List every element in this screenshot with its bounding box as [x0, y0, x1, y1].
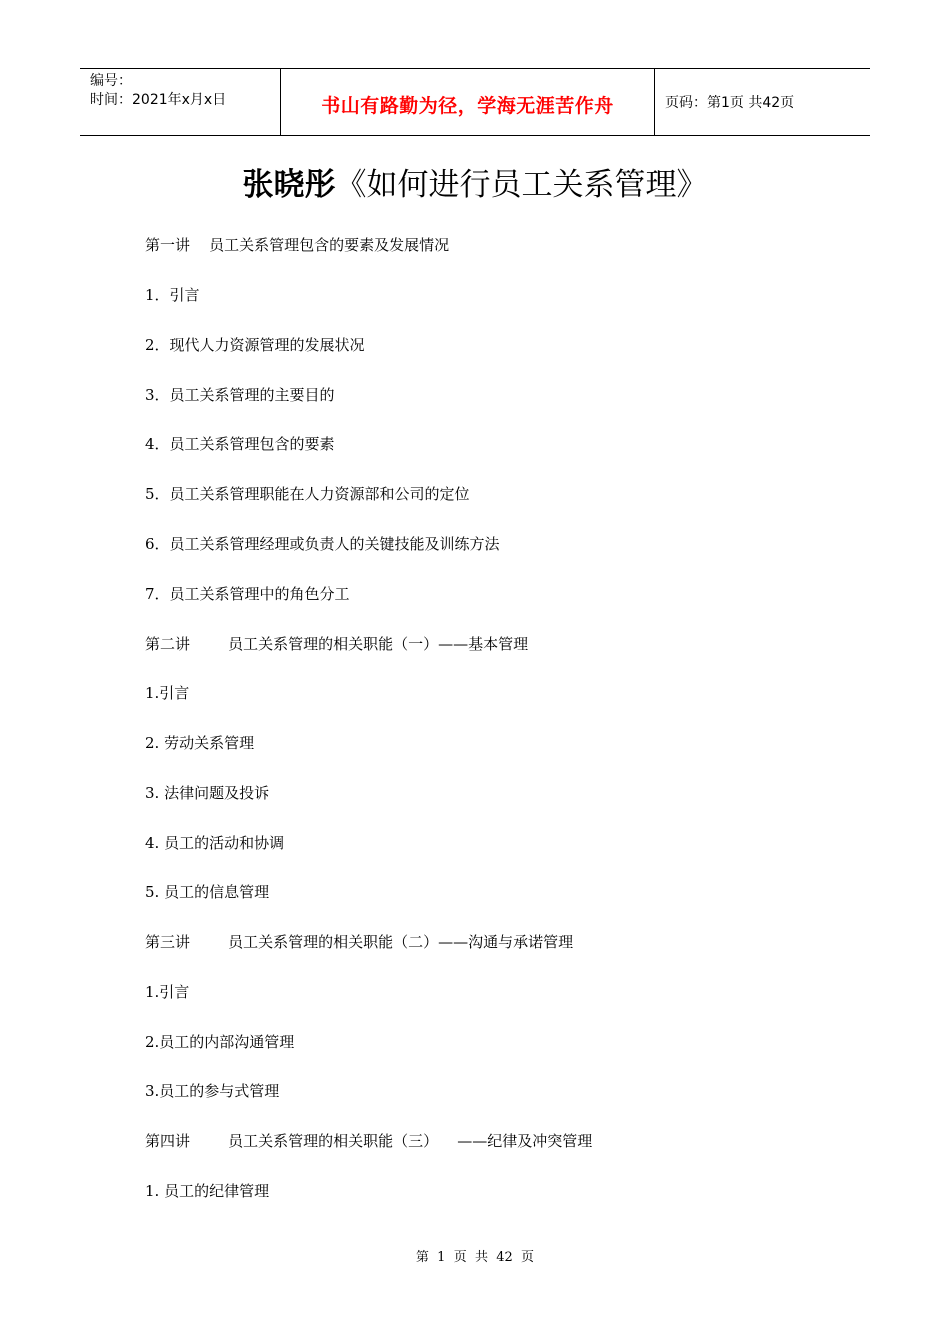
list-item: 4. 员工的活动和协调: [145, 834, 285, 852]
list-item: 3. 法律问题及投诉: [145, 784, 270, 802]
header-page-cell: [655, 69, 870, 135]
list-item: 7．员工关系管理中的角色分工: [145, 585, 350, 603]
list-item: 4．员工关系管理包含的要素: [145, 435, 335, 453]
lecture-heading-2: 第二讲 员工关系管理的相关职能（一）——基本管理: [145, 635, 529, 653]
motto: 书山有路勤为径，学海无涯苦作舟: [321, 94, 614, 117]
list-item: 1.引言: [145, 983, 190, 1001]
page-label: 页码：第1页 共42页: [665, 95, 795, 111]
time-label: 时间：2021年x月x日: [90, 92, 227, 108]
page-footer: 第 1 页 共 42 页: [415, 1250, 535, 1265]
list-item: 2. 劳动关系管理: [145, 734, 255, 752]
list-item: 2．现代人力资源管理的发展状况: [145, 336, 365, 354]
list-item: 1.引言: [145, 684, 190, 702]
header-meta-cell: [80, 69, 281, 135]
list-item: 6．员工关系管理经理或负责人的关键技能及训练方法: [145, 535, 500, 553]
header-motto-cell: [281, 69, 655, 135]
list-item: 1．引言: [145, 286, 200, 304]
header-table: [80, 68, 870, 136]
list-item: 3．员工关系管理的主要目的: [145, 386, 335, 404]
number-label: 编号：: [90, 73, 132, 89]
title-book: 《如何进行员工关系管理》: [335, 167, 708, 203]
document-title: [0, 163, 950, 207]
list-item: 5. 员工的信息管理: [145, 883, 270, 901]
lecture-heading-1: 第一讲 员工关系管理包含的要素及发展情况: [145, 236, 450, 254]
list-item: 1. 员工的纪律管理: [145, 1182, 270, 1200]
list-item: 5．员工关系管理职能在人力资源部和公司的定位: [145, 485, 470, 503]
lecture-heading-4: 第四讲 员工关系管理的相关职能（三） ——纪律及冲突管理: [145, 1132, 593, 1150]
list-item: 2.员工的内部沟通管理: [145, 1033, 295, 1051]
list-item: 3.员工的参与式管理: [145, 1082, 280, 1100]
title-author: 张晓彤: [242, 167, 336, 203]
lecture-heading-3: 第三讲 员工关系管理的相关职能（二）——沟通与承诺管理: [145, 933, 574, 951]
